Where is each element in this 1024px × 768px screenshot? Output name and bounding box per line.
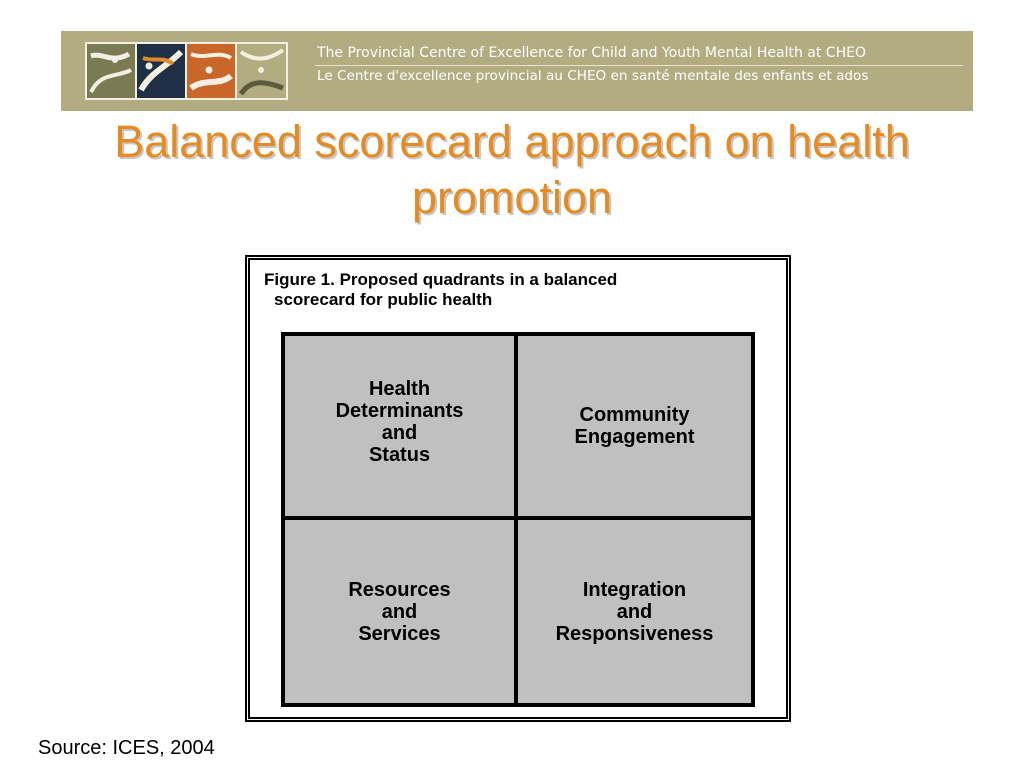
- banner-divider: [315, 65, 963, 66]
- cheo-logo-icon: [85, 42, 288, 100]
- slide-title: Balanced scorecard approach on health promotion: [114, 116, 910, 223]
- figure-caption-line-2: scorecard for public health: [274, 290, 493, 309]
- header-banner: [61, 31, 973, 111]
- scorecard-quadrant-grid: [281, 332, 755, 707]
- quadrant-resources-services: Resources and Services: [348, 578, 451, 645]
- quadrant-horizontal-divider: [285, 516, 751, 520]
- banner-text: [315, 44, 963, 85]
- quadrant-integration-responsiveness: Integration and Responsiveness: [555, 578, 714, 645]
- quadrant-community-engagement: Community Engagement: [574, 404, 695, 448]
- figure-caption-line-1: Figure 1. Proposed quadrants in a balanced: [264, 270, 618, 289]
- figure-frame: [245, 255, 791, 722]
- banner-title-english: The Provincial Centre of Excellence for Child and Youth Mental Health at CHEO: [317, 45, 866, 61]
- source-citation: Source: ICES, 2004: [38, 737, 215, 759]
- banner-title-french: Le Centre d'excellence provincial au CHEO en santé mentale des enfants et ados: [317, 68, 869, 84]
- quadrant-health-determinants: Health Determinants and Status: [335, 378, 464, 466]
- figure-caption: [264, 270, 764, 310]
